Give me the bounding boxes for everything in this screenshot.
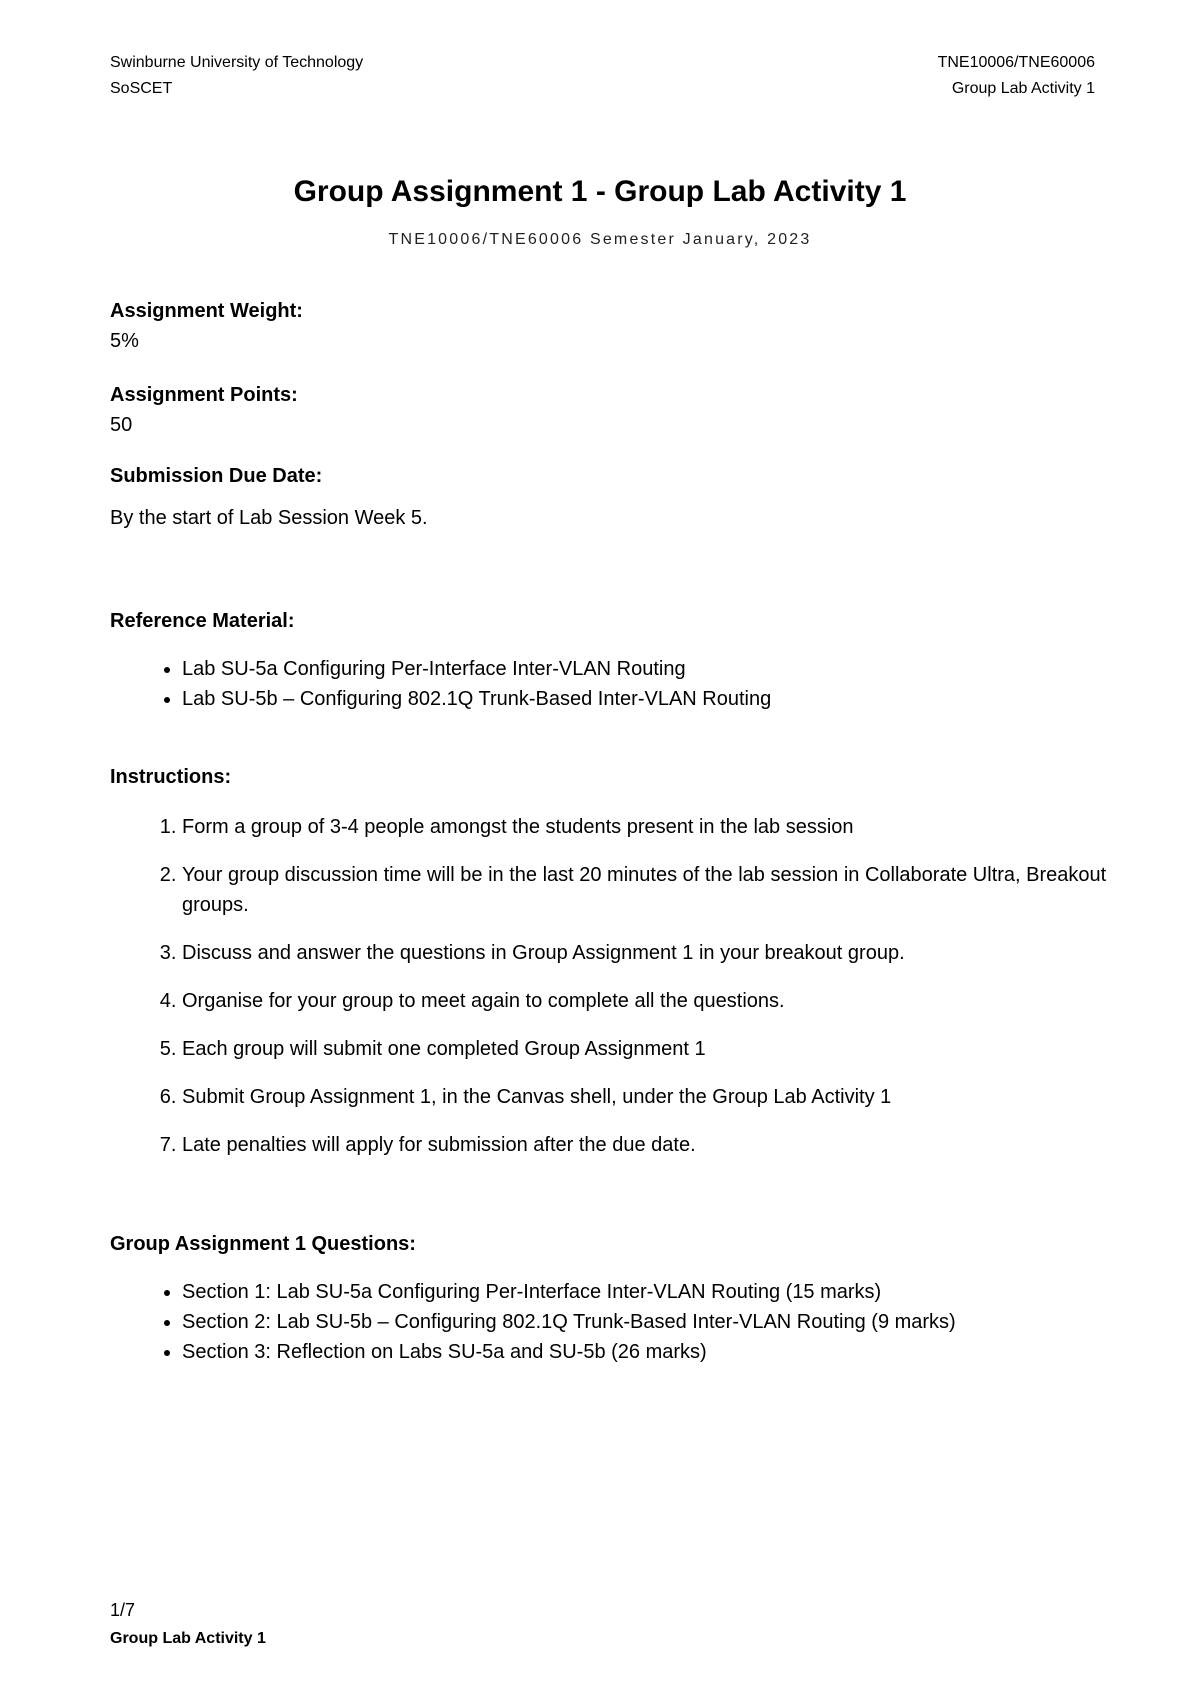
reference-list (145, 654, 771, 714)
document-subtitle: TNE10006/TNE60006 Semester January, 2023 (388, 231, 812, 248)
instruction-item: 4. Organise for your group to meet again to complete all the questions. (182, 986, 1122, 1016)
reference-item: • Lab SU-5a Configuring Per-Interface Inter-VLAN Routing (182, 654, 771, 684)
footer-label: Group Lab Activity 1 (110, 1630, 266, 1647)
question-item: • Section 1: Lab SU-5a Configuring Per-Interface Inter-VLAN Routing (15 marks) (182, 1277, 956, 1307)
reference-heading (110, 610, 295, 633)
instruction-item: 7. Late penalties will apply for submission after the due date. (182, 1130, 1122, 1160)
instruction-item: 1. Form a group of 3-4 people amongst the students present in the lab session (182, 812, 1122, 842)
instruction-item: 6. Submit Group Assignment 1, in the Canvas shell, under the Group Lab Activity 1 (182, 1082, 1122, 1112)
page-number: 1/7 (110, 1600, 136, 1620)
header-unit-code: TNE10006/TNE60006 (937, 54, 1095, 71)
due-value: By the start of Lab Session Week 5. (110, 507, 428, 529)
instructions-list (145, 812, 1122, 1178)
due-label: Submission Due Date: (110, 465, 323, 487)
header-university: Swinburne University of Technology (110, 54, 364, 71)
submission-due-date (110, 465, 428, 530)
assignment-points (110, 384, 298, 437)
instructions-label: Instructions: (110, 766, 232, 788)
header-school: SoSCET (110, 80, 173, 97)
weight-value: 5% (110, 330, 139, 352)
header-left (110, 50, 363, 102)
weight-label: Assignment Weight: (110, 300, 303, 322)
points-label: Assignment Points: (110, 384, 298, 406)
document-title: Group Assignment 1 - Group Lab Activity 1 (293, 175, 907, 208)
instruction-item: 3. Discuss and answer the questions in Group Assignment 1 in your breakout group. (182, 938, 1122, 968)
questions-label: Group Assignment 1 Questions: (110, 1233, 416, 1255)
reference-item: • Lab SU-5b – Configuring 802.1Q Trunk-Based Inter-VLAN Routing (182, 684, 771, 714)
header-right (938, 50, 1095, 102)
instructions-heading (110, 766, 231, 789)
question-item: • Section 3: Reflection on Labs SU-5a and SU-5b (26 marks) (182, 1337, 956, 1367)
assignment-weight (110, 300, 303, 353)
questions-list (145, 1277, 956, 1367)
instruction-item: 2. Your group discussion time will be in the last 20 minutes of the lab session in Collaborate Ultra, Breakout groups. (182, 860, 1122, 920)
question-item: • Section 2: Lab SU-5b – Configuring 802.1Q Trunk-Based Inter-VLAN Routing (9 marks) (182, 1307, 956, 1337)
reference-label: Reference Material: (110, 610, 295, 632)
questions-heading (110, 1233, 416, 1256)
points-value: 50 (110, 414, 133, 436)
instruction-item: 5. Each group will submit one completed Group Assignment 1 (182, 1034, 1122, 1064)
header-activity: Group Lab Activity 1 (951, 80, 1095, 97)
